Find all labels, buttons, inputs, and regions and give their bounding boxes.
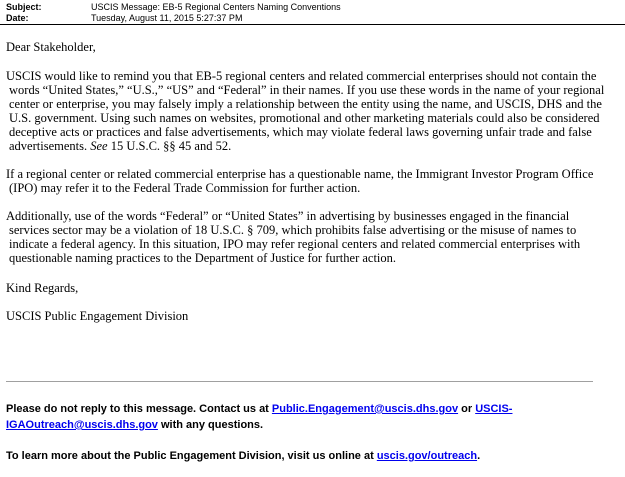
- learn-more-text: To learn more about the Public Engagement Division, visit us online at: [6, 450, 377, 462]
- date-value: Tuesday, August 11, 2015 5:27:37 PM: [91, 13, 243, 23]
- statute-reference: 15 U.S.C. §§ 45 and 52.: [107, 139, 232, 153]
- date-row: [6, 13, 618, 24]
- email-footer: [6, 401, 606, 464]
- footer-divider: [6, 381, 593, 382]
- see-reference: See: [90, 139, 108, 153]
- outreach-link[interactable]: uscis.gov/outreach: [376, 450, 478, 462]
- contact-suffix-text: with any questions.: [157, 419, 264, 431]
- email-header: [6, 2, 618, 24]
- learn-more-line: [6, 448, 606, 464]
- paragraph-naming-reminder: [6, 69, 606, 153]
- contact-line: [6, 401, 606, 433]
- greeting: Dear Stakeholder,: [6, 40, 96, 54]
- signature: USCIS Public Engagement Division: [6, 309, 189, 323]
- date-label: Date:: [6, 13, 29, 23]
- iga-outreach-email-link[interactable]: USCIS-IGAOutreach@uscis.dhs.gov: [6, 403, 513, 431]
- closing: Kind Regards,: [6, 281, 79, 295]
- paragraph-naming-reminder-text: USCIS would like to remind you that EB-5 regional centers and related commercial enterprises should not contain the words “United States,” “U.S.,” “US” and “Federal” in their names. If you use these words in the name of your regional center or enterprise, you may falsely imply a relationship between the entity using the name, and USCIS, DHS and the U.S. government. Using such names on websites, promotional and other marketing materials could also be considered deceptive acts or practices and false advertisements, which may violate federal laws governing unfair trade and false advertisements.: [6, 69, 605, 153]
- subject-value: USCIS Message: EB-5 Regional Centers Naming Conventions: [91, 2, 341, 12]
- contact-or-text: or: [458, 403, 476, 415]
- subject-row: [6, 2, 618, 13]
- paragraph-doj-referral: Additionally, use of the words “Federal” or “United States” in advertising by businesses engaged in the financial services sector may be a violation of 18 U.S.C. § 709, which prohibits false advertising or the misuse of names to indicate a federal agency. In this situation, IPO may refer regional centers and related commercial enterprises with questionable naming practices to the Department of Justice for further action.: [6, 209, 581, 265]
- header-divider: [0, 24, 625, 25]
- learn-more-period: .: [477, 450, 481, 462]
- subject-label: Subject:: [6, 2, 42, 12]
- public-engagement-email-link[interactable]: Public.Engagement@uscis.dhs.gov: [271, 403, 459, 415]
- paragraph-ftc-referral: If a regional center or related commercial enterprise has a questionable name, the Immigrant Investor Program Office (IPO) may refer it to the Federal Trade Commission for further action.: [6, 167, 594, 195]
- email-body: [6, 40, 606, 323]
- contact-text: Please do not reply to this message. Contact us at: [6, 403, 272, 415]
